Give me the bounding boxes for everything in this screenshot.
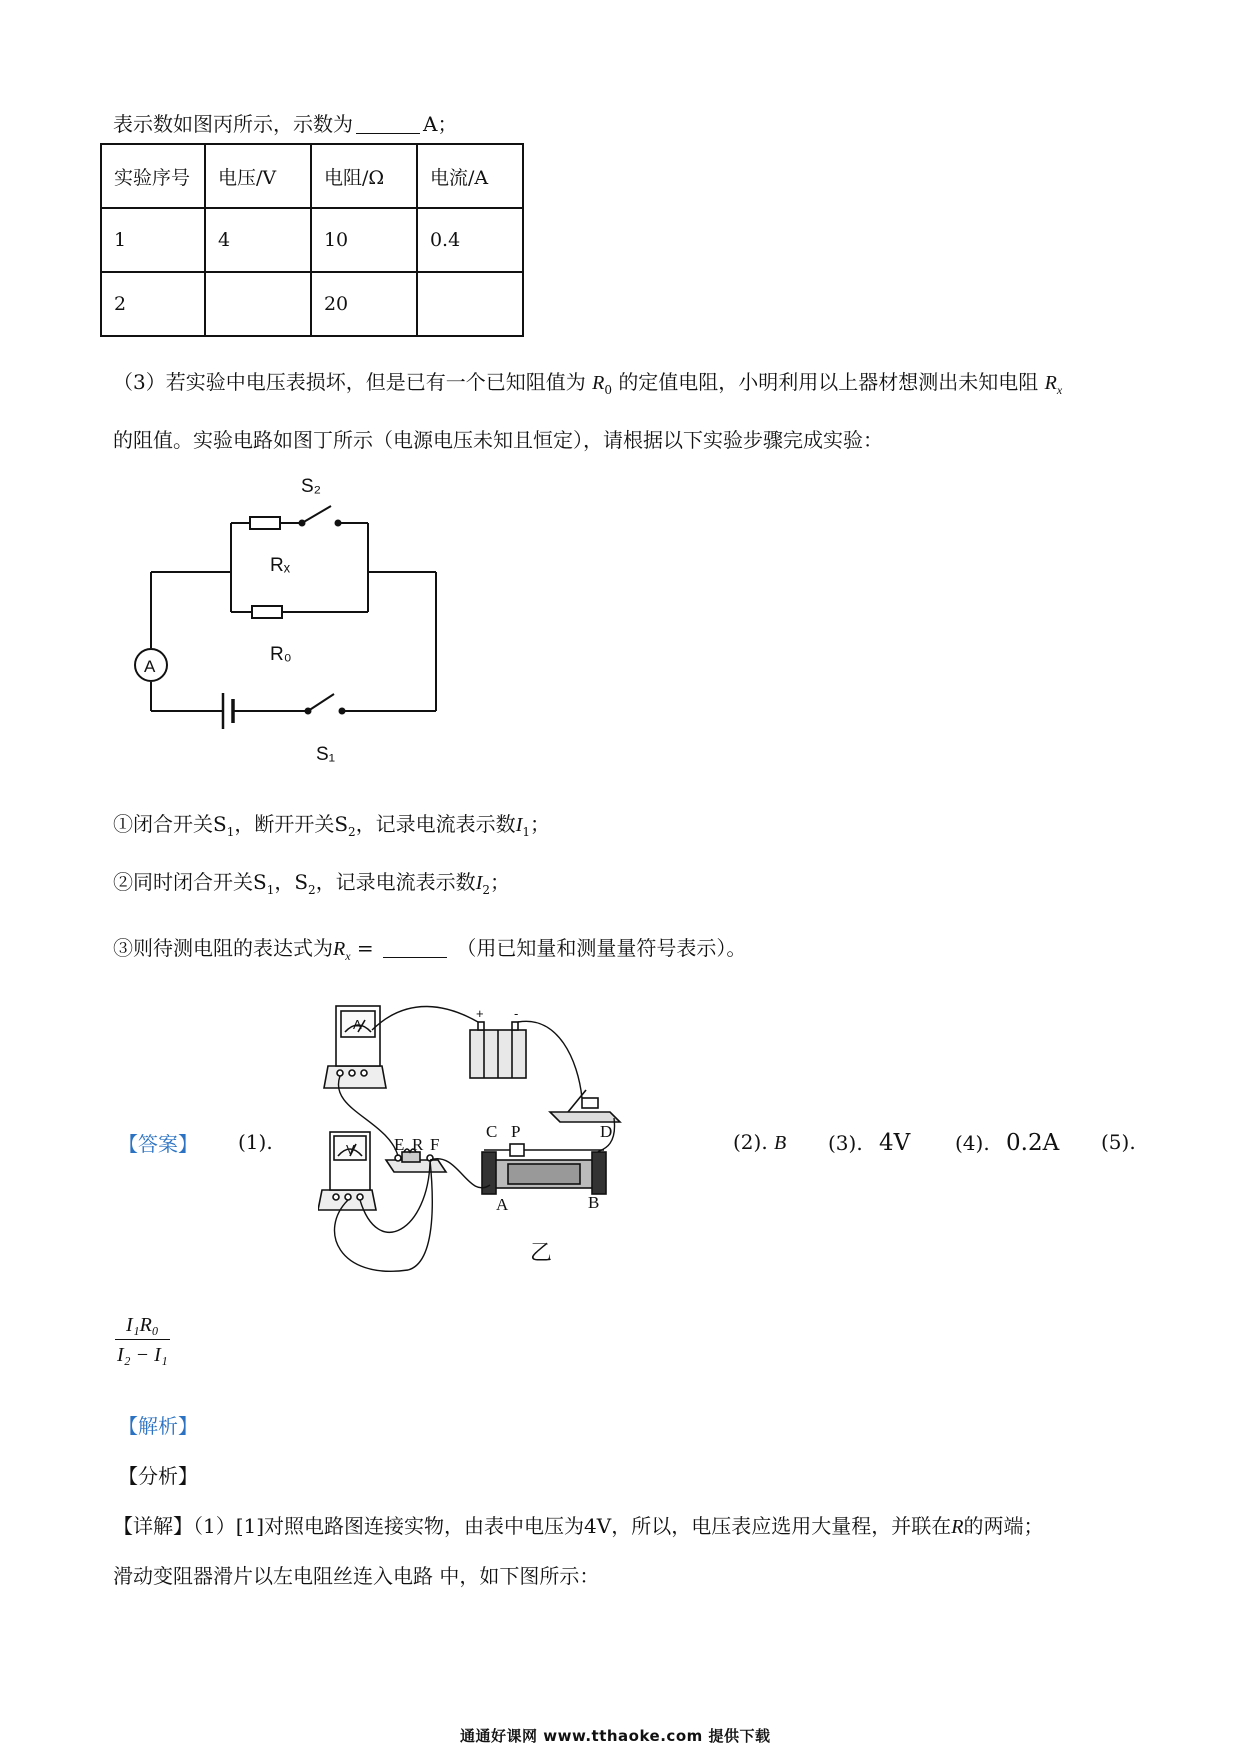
answer-part-2: [733, 1130, 786, 1155]
detail-text-b: 的两端；: [963, 1514, 1044, 1538]
answer-fraction: [115, 1314, 170, 1367]
r0-symbol: R: [592, 372, 605, 394]
voltmeter-symbol: V: [346, 1142, 355, 1157]
step2-end: ；: [490, 870, 510, 894]
terminal-c: C: [486, 1122, 498, 1141]
answer-blank: [356, 113, 420, 134]
step3-text-b: （用已知量和测量量符号表示）。: [456, 936, 747, 960]
label-s2: S₂: [301, 476, 322, 497]
rx-symbol: R: [1044, 372, 1057, 394]
step3-equals: =: [356, 936, 374, 960]
battery-plus: +: [476, 1006, 484, 1021]
step1-text-b: ，断开开关S: [234, 812, 349, 836]
step2-text-b: ，S: [274, 870, 309, 894]
answer-part-4: [955, 1130, 1059, 1156]
label-rx: Rₓ: [270, 555, 290, 576]
detail-r-symbol: R: [951, 1516, 964, 1538]
step1-end: ；: [530, 812, 550, 836]
detail-line-2: 滑动变阻器滑片以左电阻丝连入电路 中，如下图所示：: [113, 1564, 600, 1588]
step1-text-a: ①闭合开关S: [113, 812, 227, 836]
detail-line-1: [113, 1510, 1043, 1539]
table-cell: 0.4: [417, 208, 523, 272]
answer-tag: 【答案】: [118, 1132, 198, 1156]
answer-part-3-label: (3).: [828, 1131, 863, 1155]
step-3: [113, 932, 746, 964]
q3-text-b: 的定值电阻，小明利用以上器材想测出未知电阻: [618, 370, 1039, 394]
ammeter-symbol: A: [144, 657, 156, 676]
table-row: [101, 208, 523, 272]
table-cell: 10: [311, 208, 417, 272]
step-2: [113, 866, 510, 897]
answer-part-1: (1).: [238, 1130, 273, 1154]
step3-r-symbol: R: [333, 938, 346, 960]
circuit-diagram: [130, 470, 460, 780]
step2-sub: 2: [308, 883, 316, 897]
table-cell: [205, 272, 311, 336]
table-header-cell: 电流/A: [417, 144, 523, 208]
question-3-line2: [113, 424, 883, 453]
ammeter-symbol: A: [353, 1017, 362, 1032]
step-1: [113, 808, 550, 839]
q3-text-a: （3）若实验中电压表损坏，但是已有一个已知阻值为: [113, 370, 586, 394]
table-cell: 2: [101, 272, 205, 336]
step2-text-c: ，记录电流表示数: [315, 870, 476, 894]
table-cell: 4: [205, 208, 311, 272]
answer-part-2-label: (2).: [733, 1130, 768, 1154]
label-s1: S₁: [316, 744, 336, 765]
analysis-tag: 【解析】: [118, 1414, 198, 1438]
step1-sub: 2: [348, 825, 356, 839]
answer-part-3-value: 4V: [879, 1130, 911, 1156]
table-header-row: [101, 144, 523, 208]
fraction-denominator: I₂ − I₁: [115, 1339, 170, 1367]
answer-part-4-label: (4).: [955, 1131, 990, 1155]
step3-r-sub: x: [345, 949, 351, 963]
table-cell: 1: [101, 208, 205, 272]
data-table: [100, 143, 524, 337]
terminal-r: R: [412, 1135, 424, 1154]
step2-current-sub: 2: [482, 883, 490, 897]
analysis-heading: 【分析】: [118, 1464, 198, 1488]
detail-text-a: 【详解】（1）[1]对照电路图连接实物，由表中电压为4V，所以，电压表应选用大量程，并联在: [113, 1514, 952, 1538]
table-cell: 20: [311, 272, 417, 336]
step2-sub: 1: [266, 883, 275, 897]
terminal-b: B: [588, 1193, 600, 1212]
table-row: [101, 272, 523, 336]
fraction-numerator: I₁R₀: [125, 1314, 159, 1336]
step2-current-symbol: I: [475, 872, 483, 894]
intro-unit: A；: [423, 112, 458, 136]
step1-sub: 1: [226, 825, 235, 839]
terminal-d: D: [600, 1122, 613, 1141]
apparatus-diagram: [318, 1000, 688, 1290]
intro-text: 表示数如图丙所示，示数为: [113, 112, 353, 136]
answer-part-2-value: B: [774, 1132, 787, 1154]
rx-sub: x: [1056, 383, 1063, 397]
step1-text-c: ，记录电流表示数: [355, 812, 516, 836]
battery-minus: -: [514, 1006, 519, 1021]
step3-text-a: ③则待测电阻的表达式为: [113, 936, 333, 960]
answer-part-4-value: 0.2A: [1006, 1130, 1060, 1156]
question-3-line1: [113, 366, 1062, 398]
table-header-cell: 实验序号: [101, 144, 205, 208]
question-intro: [113, 108, 457, 137]
label-r0: R₀: [270, 644, 292, 665]
terminal-a: A: [496, 1195, 509, 1214]
terminal-e: E: [394, 1135, 405, 1154]
answer-part-3: [828, 1130, 910, 1156]
q3-text-line2: 的阻值。实验电路如图丁所示（电源电压未知且恒定），请根据以下实验步骤完成实验：: [113, 428, 883, 452]
answer-part-5: (5).: [1101, 1130, 1136, 1154]
table-header-cell: 电压/V: [205, 144, 311, 208]
r0-sub: 0: [604, 383, 612, 397]
step1-current-sub: 1: [522, 825, 530, 839]
figure-label: 乙: [530, 1240, 553, 1265]
answer-blank: [383, 937, 447, 958]
step1-current-symbol: I: [515, 814, 523, 836]
terminal-f: F: [430, 1135, 440, 1154]
table-header-cell: 电阻/Ω: [311, 144, 417, 208]
table-cell: [417, 272, 523, 336]
page-footer: 通通好课网 www.tthaoke.com 提供下载: [460, 1727, 771, 1745]
slider-p: P: [511, 1122, 521, 1141]
step2-text-a: ②同时闭合开关S: [113, 870, 267, 894]
